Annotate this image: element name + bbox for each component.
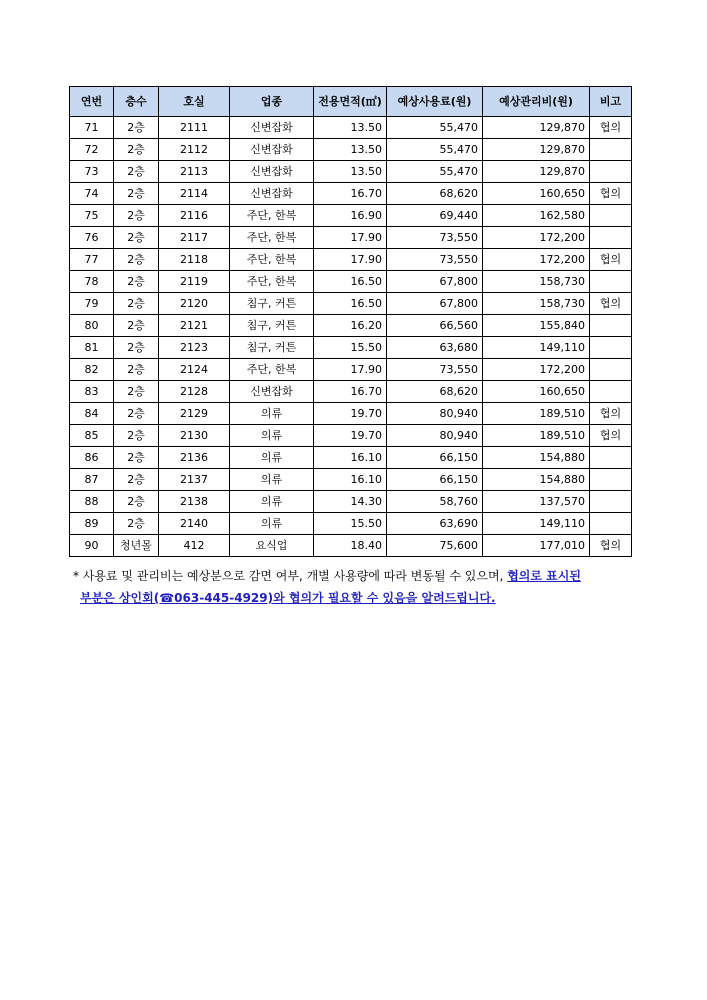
- cell-remarks: [590, 139, 632, 161]
- table-row: [70, 183, 632, 205]
- table-row: [70, 513, 632, 535]
- cell-remarks: [590, 227, 632, 249]
- cell-business-type: 신변잡화: [230, 381, 314, 403]
- cell-area: 13.50: [314, 139, 387, 161]
- cell-usage-fee: 63,680: [387, 337, 483, 359]
- cell-area: 18.40: [314, 535, 387, 557]
- table-row: [70, 403, 632, 425]
- cell-business-type: 침구, 커튼: [230, 293, 314, 315]
- cell-usage-fee: 55,470: [387, 139, 483, 161]
- cell-area: 16.50: [314, 271, 387, 293]
- cell-floor: 2층: [114, 205, 159, 227]
- table-row: [70, 117, 632, 139]
- cell-management-fee: 172,200: [483, 227, 590, 249]
- cell-management-fee: 149,110: [483, 513, 590, 535]
- cell-area: 17.90: [314, 359, 387, 381]
- cell-floor: 2층: [114, 249, 159, 271]
- cell-remarks: 협의: [590, 117, 632, 139]
- cell-floor: 2층: [114, 403, 159, 425]
- cell-management-fee: 129,870: [483, 139, 590, 161]
- table-row: [70, 535, 632, 557]
- footnote-line-2: [73, 587, 673, 609]
- cell-area: 16.10: [314, 447, 387, 469]
- cell-remarks: [590, 513, 632, 535]
- cell-management-fee: 158,730: [483, 271, 590, 293]
- cell-business-type: 주단, 한복: [230, 271, 314, 293]
- footnote-line-1: [73, 565, 673, 587]
- cell-no: 78: [70, 271, 114, 293]
- footnote: [73, 565, 673, 609]
- cell-area: 16.10: [314, 469, 387, 491]
- cell-room: 2113: [159, 161, 230, 183]
- cell-room: 2121: [159, 315, 230, 337]
- header-usage-fee: 예상사용료(원): [387, 87, 483, 117]
- cell-remarks: [590, 205, 632, 227]
- cell-remarks: 협의: [590, 183, 632, 205]
- table-row: [70, 205, 632, 227]
- cell-room: 2124: [159, 359, 230, 381]
- cell-area: 19.70: [314, 425, 387, 447]
- cell-floor: 2층: [114, 513, 159, 535]
- cell-usage-fee: 63,690: [387, 513, 483, 535]
- cell-usage-fee: 66,150: [387, 469, 483, 491]
- cell-no: 79: [70, 293, 114, 315]
- cell-floor: 청년몰: [114, 535, 159, 557]
- cell-management-fee: 154,880: [483, 447, 590, 469]
- cell-management-fee: 177,010: [483, 535, 590, 557]
- cell-no: 75: [70, 205, 114, 227]
- cell-floor: 2층: [114, 183, 159, 205]
- cell-remarks: [590, 271, 632, 293]
- header-no: 연번: [70, 87, 114, 117]
- table-row: [70, 491, 632, 513]
- header-room: 호실: [159, 87, 230, 117]
- table-row: [70, 249, 632, 271]
- cell-remarks: [590, 381, 632, 403]
- cell-no: 83: [70, 381, 114, 403]
- cell-business-type: 침구, 커튼: [230, 337, 314, 359]
- cell-floor: 2층: [114, 117, 159, 139]
- cell-business-type: 주단, 한복: [230, 249, 314, 271]
- cell-no: 85: [70, 425, 114, 447]
- cell-business-type: 주단, 한복: [230, 359, 314, 381]
- cell-remarks: [590, 161, 632, 183]
- cell-no: 88: [70, 491, 114, 513]
- cell-room: 412: [159, 535, 230, 557]
- table-row: [70, 227, 632, 249]
- cell-remarks: 협의: [590, 249, 632, 271]
- cell-room: 2116: [159, 205, 230, 227]
- cell-area: 17.90: [314, 227, 387, 249]
- cell-business-type: 의류: [230, 403, 314, 425]
- cell-floor: 2층: [114, 161, 159, 183]
- cell-area: 15.50: [314, 337, 387, 359]
- cell-area: 14.30: [314, 491, 387, 513]
- table-header-row: [70, 87, 632, 117]
- cell-usage-fee: 75,600: [387, 535, 483, 557]
- cell-management-fee: 160,650: [483, 381, 590, 403]
- cell-room: 2120: [159, 293, 230, 315]
- cell-remarks: 협의: [590, 403, 632, 425]
- cell-room: 2118: [159, 249, 230, 271]
- table-row: [70, 447, 632, 469]
- cell-no: 82: [70, 359, 114, 381]
- cell-usage-fee: 67,800: [387, 271, 483, 293]
- cell-management-fee: 189,510: [483, 425, 590, 447]
- cell-area: 16.90: [314, 205, 387, 227]
- cell-no: 90: [70, 535, 114, 557]
- cell-no: 89: [70, 513, 114, 535]
- table-body: [70, 117, 632, 557]
- header-remarks: 비고: [590, 87, 632, 117]
- cell-area: 13.50: [314, 117, 387, 139]
- header-management-fee: 예상관리비(원): [483, 87, 590, 117]
- rental-fee-table: [69, 86, 632, 557]
- cell-management-fee: 172,200: [483, 249, 590, 271]
- cell-floor: 2층: [114, 469, 159, 491]
- table-row: [70, 315, 632, 337]
- cell-area: 13.50: [314, 161, 387, 183]
- cell-business-type: 요식업: [230, 535, 314, 557]
- cell-business-type: 의류: [230, 491, 314, 513]
- cell-management-fee: 137,570: [483, 491, 590, 513]
- cell-remarks: [590, 491, 632, 513]
- cell-floor: 2층: [114, 425, 159, 447]
- cell-management-fee: 155,840: [483, 315, 590, 337]
- footnote-highlight-1: 협의로 표시된: [507, 569, 581, 583]
- cell-floor: 2층: [114, 337, 159, 359]
- cell-usage-fee: 80,940: [387, 425, 483, 447]
- cell-no: 81: [70, 337, 114, 359]
- cell-area: 16.70: [314, 183, 387, 205]
- cell-remarks: 협의: [590, 293, 632, 315]
- cell-remarks: [590, 315, 632, 337]
- header-area: 전용면적(㎡): [314, 87, 387, 117]
- table-row: [70, 425, 632, 447]
- cell-no: 84: [70, 403, 114, 425]
- cell-area: 17.90: [314, 249, 387, 271]
- cell-business-type: 신변잡화: [230, 161, 314, 183]
- cell-remarks: [590, 359, 632, 381]
- cell-management-fee: 158,730: [483, 293, 590, 315]
- table-row: [70, 337, 632, 359]
- cell-management-fee: 129,870: [483, 161, 590, 183]
- cell-management-fee: 154,880: [483, 469, 590, 491]
- table-row: [70, 469, 632, 491]
- cell-management-fee: 149,110: [483, 337, 590, 359]
- cell-no: 86: [70, 447, 114, 469]
- cell-room: 2128: [159, 381, 230, 403]
- header-business-type: 업종: [230, 87, 314, 117]
- cell-management-fee: 172,200: [483, 359, 590, 381]
- cell-management-fee: 189,510: [483, 403, 590, 425]
- cell-remarks: [590, 447, 632, 469]
- cell-usage-fee: 66,150: [387, 447, 483, 469]
- cell-floor: 2층: [114, 139, 159, 161]
- cell-usage-fee: 58,760: [387, 491, 483, 513]
- cell-usage-fee: 68,620: [387, 183, 483, 205]
- header-floor: 층수: [114, 87, 159, 117]
- cell-room: 2138: [159, 491, 230, 513]
- cell-remarks: [590, 337, 632, 359]
- cell-business-type: 신변잡화: [230, 183, 314, 205]
- cell-floor: 2층: [114, 359, 159, 381]
- cell-no: 76: [70, 227, 114, 249]
- cell-no: 72: [70, 139, 114, 161]
- footnote-text: * 사용료 및 관리비는 예상분으로 감면 여부, 개별 사용량에 따라 변동될 수 있으며,: [73, 569, 504, 583]
- cell-usage-fee: 73,550: [387, 359, 483, 381]
- cell-management-fee: 160,650: [483, 183, 590, 205]
- cell-usage-fee: 69,440: [387, 205, 483, 227]
- table-row: [70, 293, 632, 315]
- cell-room: 2140: [159, 513, 230, 535]
- cell-floor: 2층: [114, 447, 159, 469]
- cell-room: 2112: [159, 139, 230, 161]
- cell-business-type: 의류: [230, 469, 314, 491]
- cell-floor: 2층: [114, 271, 159, 293]
- cell-room: 2137: [159, 469, 230, 491]
- rental-table-container: [69, 86, 631, 557]
- cell-area: 19.70: [314, 403, 387, 425]
- cell-usage-fee: 73,550: [387, 227, 483, 249]
- cell-business-type: 의류: [230, 513, 314, 535]
- cell-usage-fee: 55,470: [387, 161, 483, 183]
- cell-remarks: [590, 469, 632, 491]
- cell-usage-fee: 73,550: [387, 249, 483, 271]
- cell-room: 2117: [159, 227, 230, 249]
- cell-business-type: 의류: [230, 447, 314, 469]
- cell-business-type: 침구, 커튼: [230, 315, 314, 337]
- cell-usage-fee: 68,620: [387, 381, 483, 403]
- cell-area: 16.70: [314, 381, 387, 403]
- cell-business-type: 의류: [230, 425, 314, 447]
- cell-remarks: 협의: [590, 535, 632, 557]
- cell-business-type: 신변잡화: [230, 139, 314, 161]
- cell-room: 2130: [159, 425, 230, 447]
- cell-floor: 2층: [114, 315, 159, 337]
- cell-area: 15.50: [314, 513, 387, 535]
- cell-floor: 2층: [114, 381, 159, 403]
- table-row: [70, 161, 632, 183]
- cell-area: 16.50: [314, 293, 387, 315]
- cell-no: 71: [70, 117, 114, 139]
- cell-floor: 2층: [114, 293, 159, 315]
- footnote-highlight-2: 부분은 상인회(☎063-445-4929)와 협의가 필요할 수 있음을 알려드립니다.: [80, 591, 496, 605]
- cell-no: 80: [70, 315, 114, 337]
- cell-floor: 2층: [114, 491, 159, 513]
- cell-room: 2119: [159, 271, 230, 293]
- table-row: [70, 271, 632, 293]
- cell-no: 73: [70, 161, 114, 183]
- cell-usage-fee: 80,940: [387, 403, 483, 425]
- cell-area: 16.20: [314, 315, 387, 337]
- table-row: [70, 381, 632, 403]
- cell-room: 2136: [159, 447, 230, 469]
- cell-room: 2114: [159, 183, 230, 205]
- cell-business-type: 신변잡화: [230, 117, 314, 139]
- cell-remarks: 협의: [590, 425, 632, 447]
- cell-management-fee: 129,870: [483, 117, 590, 139]
- cell-usage-fee: 55,470: [387, 117, 483, 139]
- cell-no: 74: [70, 183, 114, 205]
- cell-floor: 2층: [114, 227, 159, 249]
- cell-room: 2129: [159, 403, 230, 425]
- cell-usage-fee: 66,560: [387, 315, 483, 337]
- cell-no: 77: [70, 249, 114, 271]
- table-row: [70, 359, 632, 381]
- cell-usage-fee: 67,800: [387, 293, 483, 315]
- cell-room: 2123: [159, 337, 230, 359]
- cell-business-type: 주단, 한복: [230, 205, 314, 227]
- cell-no: 87: [70, 469, 114, 491]
- cell-business-type: 주단, 한복: [230, 227, 314, 249]
- cell-management-fee: 162,580: [483, 205, 590, 227]
- table-row: [70, 139, 632, 161]
- cell-room: 2111: [159, 117, 230, 139]
